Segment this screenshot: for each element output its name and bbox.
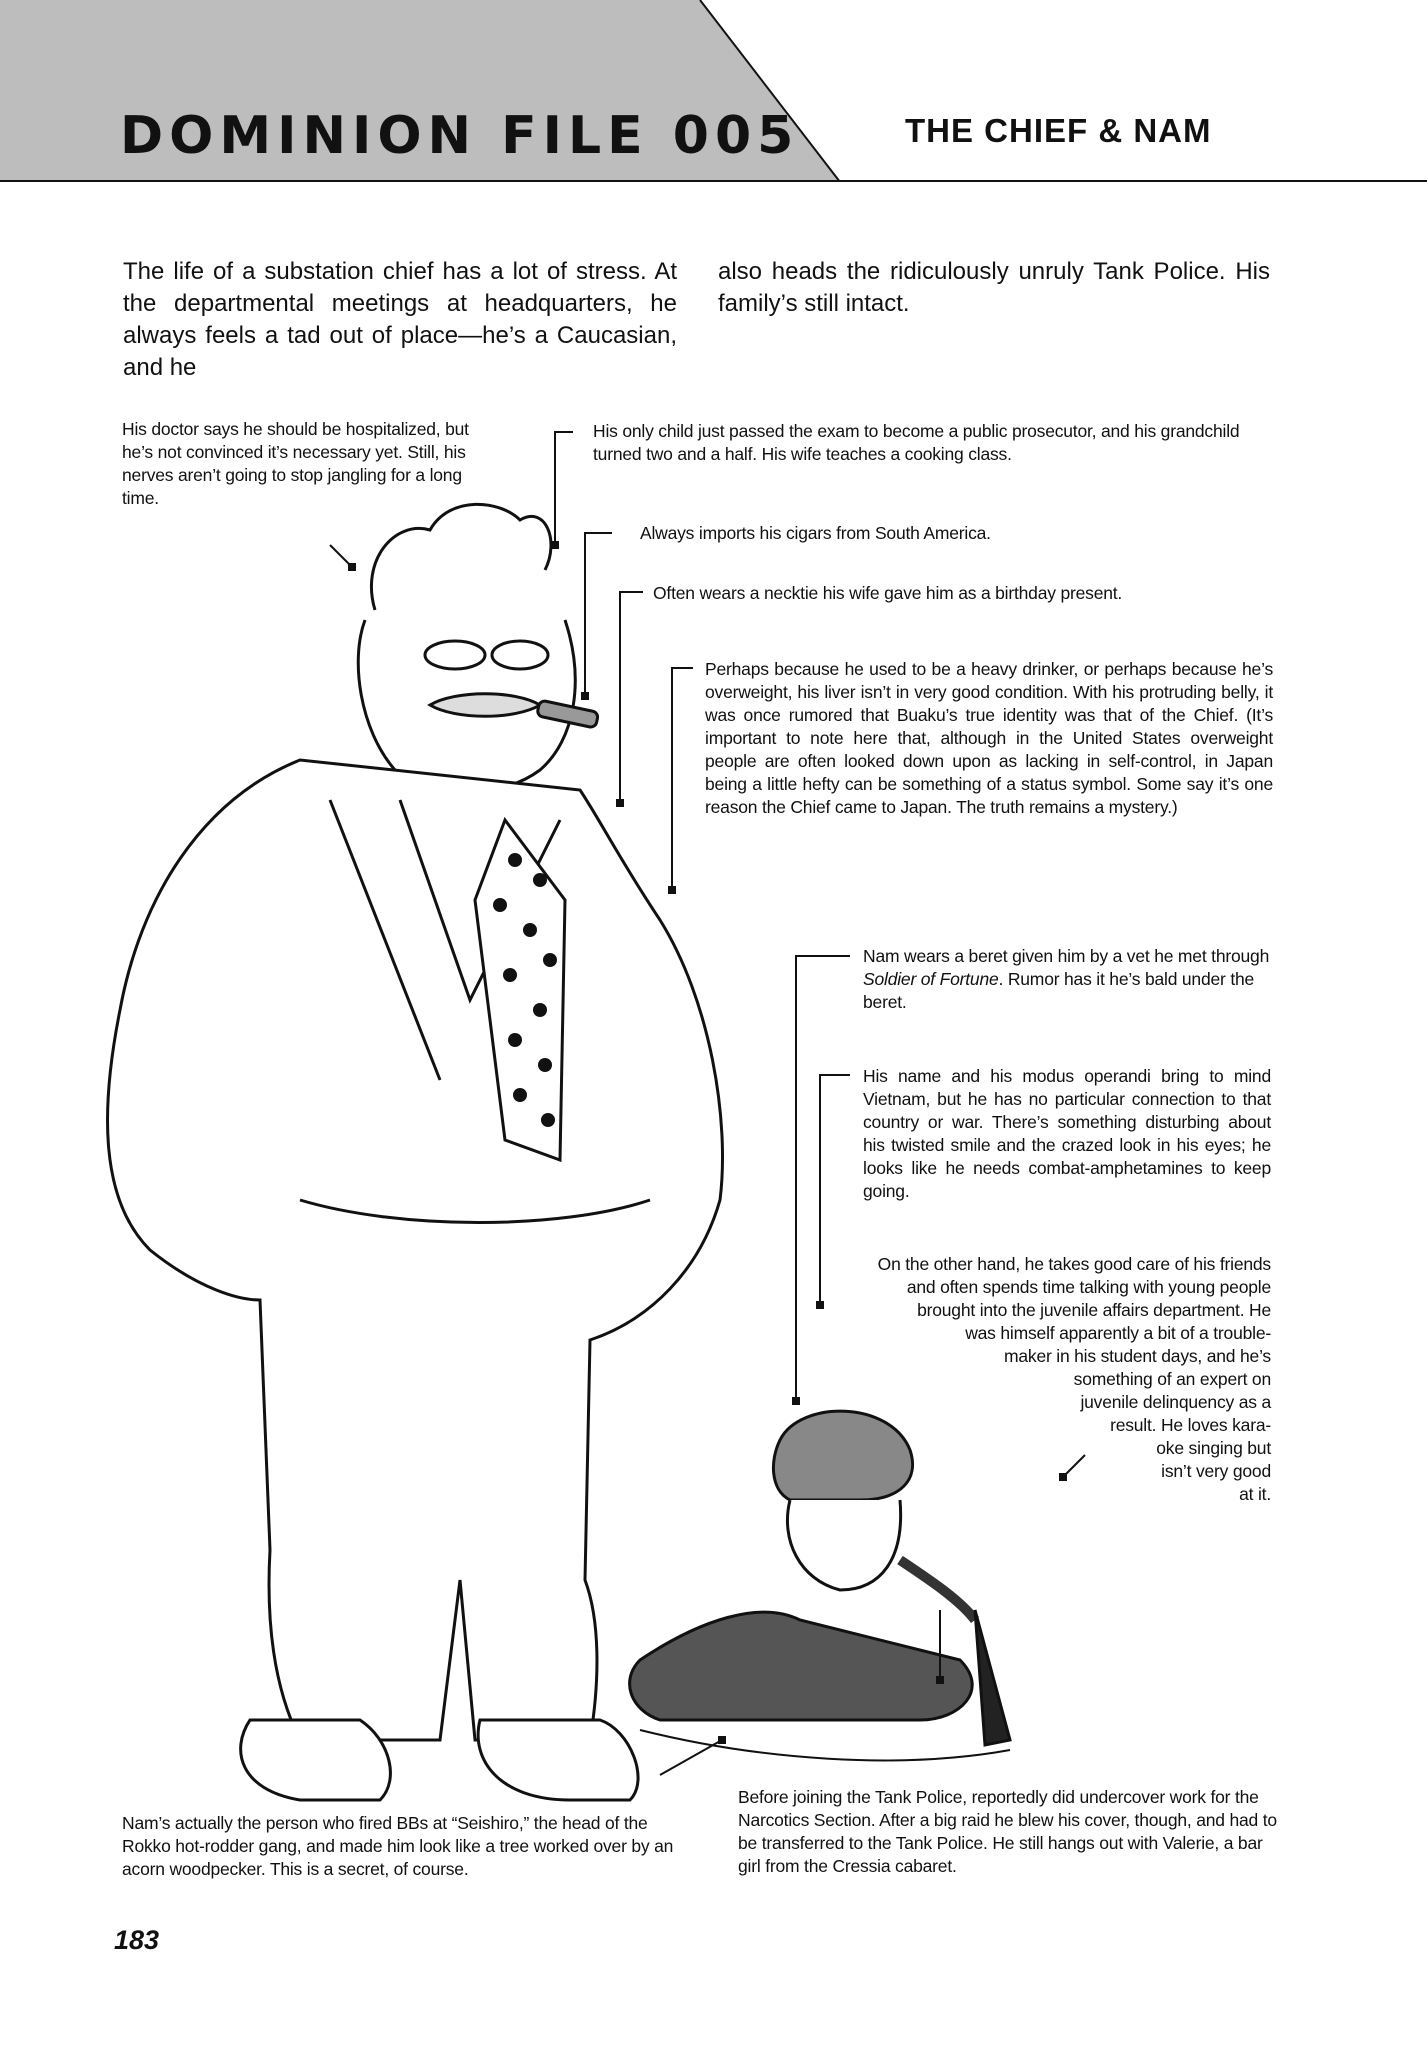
note-bbs: Nam’s actually the person who fired BBs at “Seishiro,” the head of the Rokko hot-rodder gang, and made him look like a tree worked over by an acorn woodpecker. This is a secret, of course. <box>122 1813 674 1879</box>
note-cigars: Always imports his cigars from South America. <box>640 523 991 543</box>
note-beret-before: Nam wears a beret given him by a vet he met through <box>863 946 1270 966</box>
friends-line: maker in his student days, and he’s <box>1003 1346 1271 1366</box>
friends-line: oke singing but <box>1156 1438 1271 1458</box>
file-title: DOMINION FILE 005 <box>120 106 800 166</box>
note-child: His only child just passed the exam to become a public prosecutor, and his grandchild turned two and a half. His wife teaches a cooking class. <box>593 421 1240 464</box>
note-vietnam: His name and his modus operandi bring to mind Vietnam, but he has no particular connection to that country or war. There’s something disturbing about his twisted smile and the crazed look in his eyes; he looks like he needs combat-amphetamines to keep going. <box>863 1066 1271 1201</box>
note-doctor: His doctor says he should be hospitalized, but he’s not convinced it’s necessary yet. Still, his nerves aren’t going to stop jangling for a long time. <box>122 419 469 508</box>
note-narcotics: Before joining the Tank Police, reportedly did undercover work for the Narcotics Section. After a big raid he blew his cover, though, and had to be transferred to the Tank Police. He still hangs out with Valerie, a bar girl from the Cressia cabaret. <box>738 1787 1277 1876</box>
note-beret <box>863 945 1271 1014</box>
note-necktie: Often wears a necktie his wife gave him as a birthday present. <box>653 583 1123 603</box>
intro-right: also heads the ridiculously unruly Tank Police. His family’s still intact. <box>718 258 1270 317</box>
note-liver: Perhaps because he used to be a heavy drinker, or perhaps because he’s overweight, his liver isn’t in very good condition. With his protruding belly, it was once rumored that Buaku’s true identity was that of the Chief. (It’s important to note here that, although in the United States overweight people are often looked down upon as lacking in self-control, in Japan being a little hefty can be something of a status symbol. Some say it’s one reason the Chief came to Japan. The truth remains a mystery.) <box>705 659 1273 817</box>
note-beret-after: . Rumor has it he’s bald under the beret. <box>863 969 1255 1012</box>
friends-line: something of an expert on <box>1073 1369 1271 1389</box>
friends-line: was himself apparently a bit of a trouble- <box>965 1323 1271 1343</box>
note-beret-title: Soldier of Fortune <box>863 969 999 989</box>
friends-line: juvenile delinquency as a <box>1080 1392 1271 1412</box>
friends-line: On the other hand, he takes good care of his friends <box>877 1254 1271 1274</box>
section-title: THE CHIEF & NAM <box>905 112 1212 149</box>
friends-line: isn’t very good <box>1161 1461 1271 1481</box>
intro-left: The life of a substation chief has a lot of stress. At the departmental meetings at headquarters, he always feels a tad out of place—he’s a Caucasian, and he <box>123 258 677 381</box>
friends-line: brought into the juvenile affairs department. He <box>917 1300 1271 1320</box>
note-friends <box>830 1253 1271 1506</box>
friends-line: result. He loves kara- <box>1110 1415 1271 1435</box>
friends-line: and often spends time talking with young people <box>906 1277 1271 1297</box>
friends-line: at it. <box>1239 1484 1271 1504</box>
page-number: 183 <box>114 1925 160 1955</box>
